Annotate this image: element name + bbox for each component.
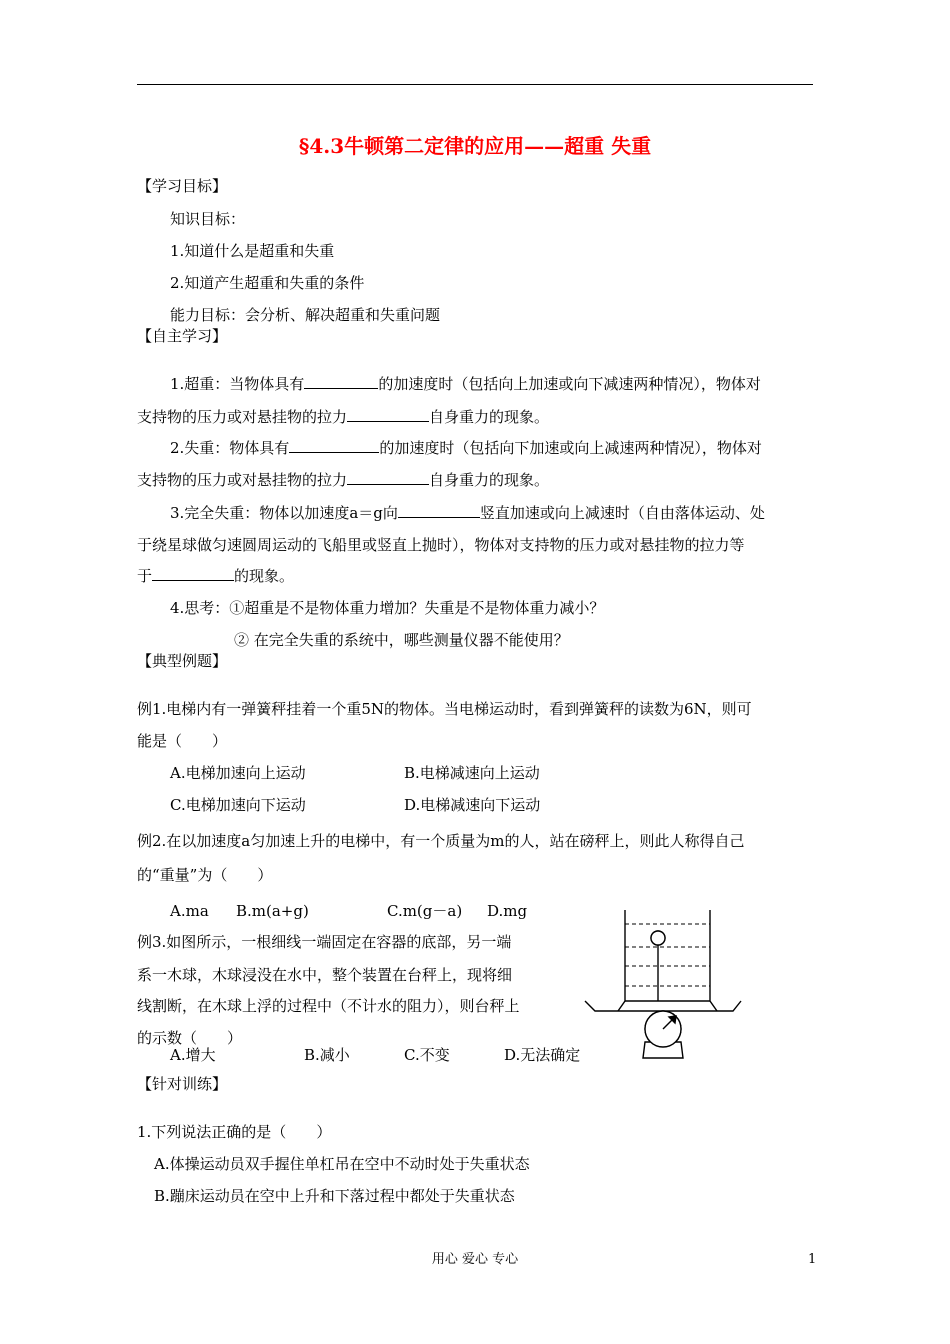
q1-blank-2[interactable] [347, 407, 429, 422]
q1-text-c: 支持物的压力或对悬挂物的拉力 [137, 408, 348, 426]
example3-option-a[interactable]: A.增大 [170, 1046, 216, 1064]
q1-text-a: 1.超重：当物体具有 [170, 375, 305, 393]
q3-text-e: 的现象。 [234, 567, 295, 585]
training-q1-option-b[interactable]: B.蹦床运动员在空中上升和下落过程中都处于失重状态 [154, 1187, 515, 1205]
knowledge-goal-2: 2.知道产生超重和失重的条件 [170, 274, 365, 292]
q2-text-b: 的加速度时（包括向下加速或向上减速两种情况），物体对 [379, 439, 762, 457]
example3-line3: 线割断，在木球上浮的过程中（不计水的阻力），则台秤上 [137, 997, 520, 1015]
header-rule [137, 84, 813, 85]
training-q1-option-a[interactable]: A.体操运动员双手握住单杠吊在空中不动时处于失重状态 [154, 1155, 530, 1173]
q3-blank-1[interactable] [398, 503, 480, 518]
self-study-q3-line2: 于绕星球做匀速圆周运动的飞船里或竖直上抛时），物体对支持物的压力或对悬挂物的拉力等 [137, 536, 745, 554]
footer-center: 用心 爱心 专心 [431, 1252, 519, 1267]
section-examples-heading: 【典型例题】 [137, 652, 228, 670]
q1-text-d: 自身重力的现象。 [429, 408, 550, 426]
q3-text-b: 竖直加速或向上减速时（自由落体运动、处 [479, 504, 765, 522]
example2-option-d[interactable]: D.mg [487, 902, 528, 920]
q3-text-a: 3.完全失重：物体以加速度a＝g向 [170, 504, 398, 522]
example1-option-c[interactable]: C.电梯加速向下运动 [170, 796, 306, 814]
example2-option-c[interactable]: C.m(g－a) [387, 902, 463, 920]
self-study-q3-line3 [137, 566, 294, 586]
container-left-wall [618, 910, 625, 1011]
page-number: 1 [808, 1252, 817, 1267]
self-study-q4-line1: 4.思考：①超重是不是物体重力增加？失重是不是物体重力减小？ [170, 599, 605, 617]
section-goals-heading: 【学习目标】 [137, 177, 228, 195]
example2-option-b[interactable]: B.m(a+g) [236, 902, 309, 920]
section-training-heading: 【针对训练】 [137, 1075, 228, 1093]
example1-option-a[interactable]: A.电梯加速向上运动 [170, 764, 306, 782]
example3-line1: 例3.如图所示，一根细线一端固定在容器的底部，另一端 [137, 933, 512, 951]
container-right-wall [710, 910, 717, 1011]
q1-blank-1[interactable] [304, 374, 378, 389]
example2-option-a[interactable]: A.ma [170, 902, 209, 920]
example3-line2: 系一木球，木球浸没在水中，整个装置在台秤上，现将细 [137, 966, 513, 984]
self-study-q2-line2 [137, 470, 549, 490]
self-study-q1-line2 [137, 407, 549, 427]
example3-option-c[interactable]: C.不变 [404, 1046, 450, 1064]
q2-text-c: 支持物的压力或对悬挂物的拉力 [137, 471, 348, 489]
water-lines [625, 924, 710, 986]
example1-option-b[interactable]: B.电梯减速向上运动 [404, 764, 540, 782]
q2-text-d: 自身重力的现象。 [429, 471, 550, 489]
knowledge-goal-heading: 知识目标： [170, 210, 246, 228]
example1-option-d[interactable]: D.电梯减速向下运动 [404, 796, 541, 814]
example1-line2: 能是（ ） [137, 732, 228, 750]
self-study-q3-line1 [170, 503, 765, 523]
example3-option-b[interactable]: B.减小 [304, 1046, 350, 1064]
knowledge-goal-1: 1.知道什么是超重和失重 [170, 242, 335, 260]
scale-platform [585, 1001, 741, 1011]
example3-line4: 的示数（ ） [137, 1029, 243, 1047]
self-study-q1-line1 [170, 374, 761, 394]
self-study-q4-line2: ② 在完全失重的系统中，哪些测量仪器不能使用？ [234, 631, 569, 649]
page-title: §4.3牛顿第二定律的应用——超重 失重 [298, 134, 652, 158]
example2-line1: 例2.在以加速度a匀加速上升的电梯中，有一个质量为m的人，站在磅秤上，则此人称得自己 [137, 832, 745, 850]
example1-line1: 例1.电梯内有一弹簧秤挂着一个重5N的物体。当电梯运动时，看到弹簧秤的读数为6N，则可 [137, 700, 752, 718]
example2-line2: 的“重量”为（ ） [137, 866, 273, 884]
q2-blank-2[interactable] [347, 470, 429, 485]
q2-blank-1[interactable] [289, 438, 379, 453]
example3-option-d[interactable]: D.无法确定 [504, 1046, 581, 1064]
q1-text-b: 的加速度时（包括向上加速或向下减速两种情况），物体对 [378, 375, 761, 393]
q2-text-a: 2.失重：物体具有 [170, 439, 290, 457]
q3-text-d: 于 [137, 567, 153, 585]
scale-container-figure [583, 906, 743, 1066]
section-self-study-heading: 【自主学习】 [137, 327, 228, 345]
ability-goal: 能力目标：会分析、解决超重和失重问题 [170, 306, 441, 324]
training-q1: 1.下列说法正确的是（ ） [137, 1123, 332, 1141]
self-study-q2-line1 [170, 438, 762, 458]
q3-blank-2[interactable] [152, 566, 234, 581]
